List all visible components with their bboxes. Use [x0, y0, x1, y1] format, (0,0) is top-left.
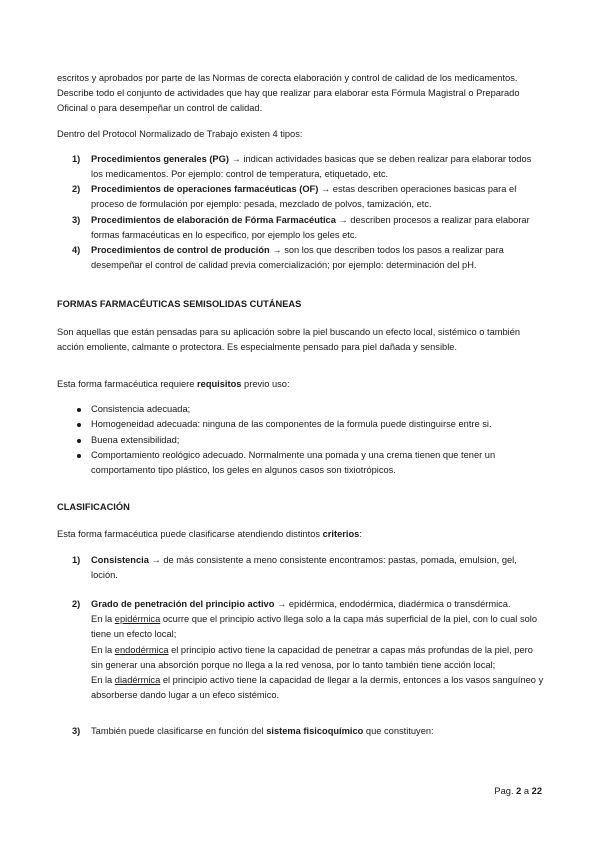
intro-paragraph: escritos y aprobados por parte de las Normas de corecta elaboración y control de calidad de los medicamentos. Describe todo el conjunto de actividades que hay que realizar para elaborar esta Fórmula Magistral o Preparado Oficinal o para desempeñar un control de calidad.	[57, 73, 520, 114]
criterion-item	[57, 724, 545, 739]
procedure-item	[57, 182, 545, 212]
penetration-endodermica	[91, 643, 545, 673]
criterion-keyword: sistema fisicoquímico	[266, 725, 364, 736]
section-heading-semisolidas: FORMAS FARMACÉUTICAS SEMISOLIDAS CUTÁNEAS	[57, 299, 302, 310]
classification-intro-text: Esta forma farmacéutica puede clasificarse atendiendo distintos	[57, 529, 323, 540]
requirement-text: Consistencia adecuada;	[91, 404, 191, 415]
procedures-list	[57, 152, 545, 274]
item-number: 2)	[72, 184, 81, 195]
line-prefix: En la	[91, 675, 115, 686]
requirement-item	[57, 433, 545, 448]
current-page: 2	[516, 786, 522, 796]
criterion-text: También puede clasificarse en función del	[91, 725, 267, 736]
penetration-diadermica	[91, 673, 545, 703]
term-underlined: endodérmica	[114, 644, 169, 655]
procedure-title: Procedimientos de elaboración de Fórma Farmacéutica	[91, 214, 336, 225]
requirement-text: Homogeneidad adecuada: ninguna de las componentes de la formula puede distinguirse entre si.	[91, 419, 492, 430]
requirement-text: Buena extensibilidad;	[91, 434, 180, 445]
procedure-text: → describen procesos a realizar para elaborar formas farmacéuticas en lo especifico, por ejemplo los geles etc.	[91, 214, 530, 240]
criterion-title: Consistencia	[91, 554, 149, 565]
line-text: el principio activo tiene la capacidad de llegar a la dermis, entonces a los vasos sanguíneo y absorberse dando lugar a un efeco sistémico.	[91, 675, 544, 701]
criterion-text: → de más consistente a meno consistente encontramos: pastas, pomada, emulsion, gel, loción.	[91, 554, 517, 580]
requirements-keyword: requisitos	[197, 379, 242, 390]
criterion-text-tail: que constituyen:	[363, 725, 434, 736]
line-text: el principio activo tiene la capacidad de penetrar a capas más profundas de la piel, pero sin generar una absorción porque no llega a la red venosa, por lo tanto también tiene acción local;	[91, 644, 533, 670]
requirements-intro-text: Esta forma farmacéutica requiere	[57, 379, 198, 390]
term-underlined: epidérmica	[114, 614, 161, 625]
criteria-list	[57, 553, 545, 739]
item-number: 3)	[72, 725, 81, 736]
item-number: 1)	[72, 554, 81, 565]
requirement-item	[57, 417, 545, 432]
section-description: Son aquellas que están pensadas para su aplicación sobre la piel buscando un efecto local, sistémico o también acción emoliente, calmante o protectora. Es especialmente pensado para piel dañada y sensible.	[57, 326, 521, 352]
spacer	[57, 488, 545, 500]
requirement-text: Comportamiento reológico adecuado. Normalmente una pomada y una crema tienen que tener un comportamento tipo plástico, los geles en algunos casos son tixiotrópicos.	[91, 449, 496, 476]
page-content	[57, 71, 545, 751]
line-prefix: En la	[91, 644, 115, 655]
section-heading-clasificacion: CLASIFICACIÓN	[57, 502, 130, 513]
bullet-icon	[77, 439, 81, 443]
procedure-title: Procedimientos de operaciones farmacéuticas (OF)	[91, 184, 319, 195]
footer-label: Pag.	[494, 786, 517, 796]
requirement-item	[57, 402, 545, 417]
item-number: 1)	[72, 153, 81, 164]
procedure-item	[57, 213, 545, 243]
procedure-text: → estas describen operaciones basicas para el proceso de formulación por ejemplo: pesada, mezclado de polvos, tamización, etc.	[91, 184, 517, 210]
criterion-text: → epidérmica, endodérmica, diadérmica o transdérmica.	[274, 599, 511, 610]
bullet-icon	[77, 423, 81, 427]
item-number: 2)	[72, 599, 81, 610]
line-text: ocurre que el principio activo llega solo a la capa más superficial de la piel, con lo cual solo tiene un efecto local;	[91, 614, 537, 640]
requirement-item	[57, 448, 545, 478]
requirements-list	[57, 402, 545, 478]
line-prefix: En la	[91, 614, 115, 625]
item-number: 4)	[72, 245, 81, 256]
protocol-intro: Dentro del Protocol Normalizado de Trabajo existen 4 tipos:	[57, 128, 303, 139]
spacer	[57, 365, 545, 377]
footer-separator: a	[521, 786, 532, 796]
item-number: 3)	[72, 214, 81, 225]
requirements-intro-tail: previo uso:	[241, 379, 290, 390]
procedure-title: Procedimientos de control de produción	[91, 245, 270, 256]
procedure-title: Procedimientos generales (PG)	[91, 153, 229, 164]
requirements-intro	[57, 377, 545, 392]
penetration-epidermica	[91, 612, 545, 642]
procedure-item	[57, 152, 545, 182]
procedure-text: → son los que describen todos los pasos a realizar para desempeñar el control de calidad previa comercialización; por ejemplo: determinación del pH.	[91, 245, 504, 271]
bullet-icon	[77, 454, 81, 458]
term-underlined: diadérmica	[114, 675, 161, 686]
classification-intro-tail: :	[359, 529, 362, 540]
page-number-footer	[494, 786, 542, 796]
criterion-item	[57, 597, 545, 703]
bullet-icon	[77, 408, 81, 412]
classification-intro	[57, 527, 545, 542]
criterion-item	[57, 553, 545, 583]
procedure-item	[57, 243, 545, 273]
criterion-title: Grado de penetración del principio activo	[91, 599, 275, 610]
spacer	[57, 285, 545, 297]
procedure-text: → indican actividades basicas que se deben realizar para elaborar todos los medicamentos. Por ejemplo: control de temperatura, etiquetado, etc.	[91, 153, 532, 180]
classification-keyword: criterios	[322, 529, 360, 540]
total-pages: 22	[531, 786, 542, 796]
